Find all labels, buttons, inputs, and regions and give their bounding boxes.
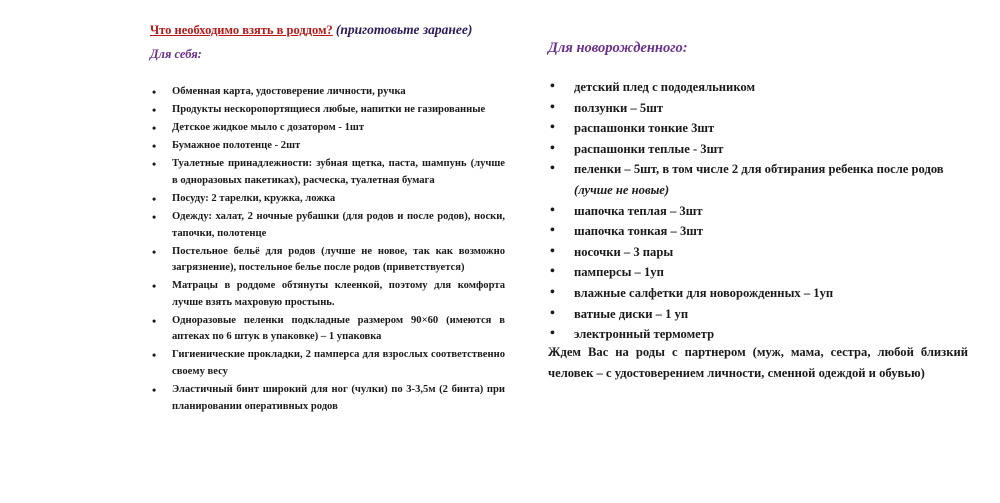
- closing-note: Ждем Вас на роды с партнером (муж, мама, сестра, любой близкий человек – с удостоверением личности, сменной одеждой и обувью): [548, 345, 968, 380]
- list-item: • памперсы – 1уп: [548, 262, 968, 283]
- list-item: • Посуду: 2 тарелки, кружка, ложка: [150, 191, 505, 208]
- title-main: Что необходимо взять в роддом?: [150, 23, 333, 37]
- self-items-list: [150, 84, 505, 417]
- list-item: • Гигиенические прокладки, 2 памперса для взрослых соответственно своему весу: [150, 347, 505, 380]
- list-item: • Матрацы в роддоме обтянуты клеенкой, поэтому для комфорта лучше взять махровую простынь.: [150, 278, 505, 311]
- page-title: [150, 22, 472, 38]
- list-item: • Туалетные принадлежности: зубная щетка, паста, шампунь (лучше в одноразовых пакетиках), расческа, туалетная бумага: [150, 156, 505, 189]
- list-item: • Обменная карта, удостоверение личности, ручка: [150, 84, 505, 101]
- list-item-diapers: [548, 159, 968, 200]
- list-item: • Эластичный бинт широкий для ног (чулки) по 3-3,5м (2 бинта) при планировании оперативных родов: [150, 382, 505, 415]
- list-item: • носочки – 3 пары: [548, 242, 968, 263]
- list-item: • ватные диски – 1 уп: [548, 304, 968, 325]
- list-item: • шапочка тонкая – 3шт: [548, 221, 968, 242]
- list-item: • Продукты нескоропортящиеся любые, напитки не газированные: [150, 102, 505, 119]
- list-item: • Бумажное полотенце - 2шт: [150, 138, 505, 155]
- list-item: • Одежду: халат, 2 ночные рубашки (для родов и после родов), носки, тапочки, полотенце: [150, 209, 505, 242]
- title-note: (приготовьте заранее): [335, 22, 473, 37]
- list-item: • электронный термометр: [548, 324, 968, 345]
- diapers-note: (лучше не новые): [574, 182, 670, 197]
- list-item: • шапочка теплая – 3шт: [548, 201, 968, 222]
- section-title-for-self: Для себя:: [150, 47, 202, 61]
- list-item: • влажные салфетки для новорожденных – 1уп: [548, 283, 968, 304]
- list-item: • ползунки – 5шт: [548, 98, 968, 119]
- list-item: • распашонки теплые - 3шт: [548, 139, 968, 160]
- list-item: • детский плед с пододеяльником: [548, 77, 968, 98]
- list-item: • Постельное бельё для родов (лучше не новое, так как возможно загрязнение), постельное белье после родов (приветствуется): [150, 244, 505, 277]
- diapers-text: пеленки – 5шт, в том числе 2 для обтирания ребенка после родов: [574, 162, 944, 177]
- list-item: • Одноразовые пеленки подкладные размером 90×60 (имеются в аптеках по 6 штук в упаковке) – 1 упаковка: [150, 313, 505, 346]
- list-item: • Детское жидкое мыло с дозатором - 1шт: [150, 120, 505, 137]
- newborn-items-list: [548, 77, 968, 345]
- section-title-for-newborn: Для новорожденного:: [548, 40, 688, 56]
- list-item: • распашонки тонкие 3шт: [548, 118, 968, 139]
